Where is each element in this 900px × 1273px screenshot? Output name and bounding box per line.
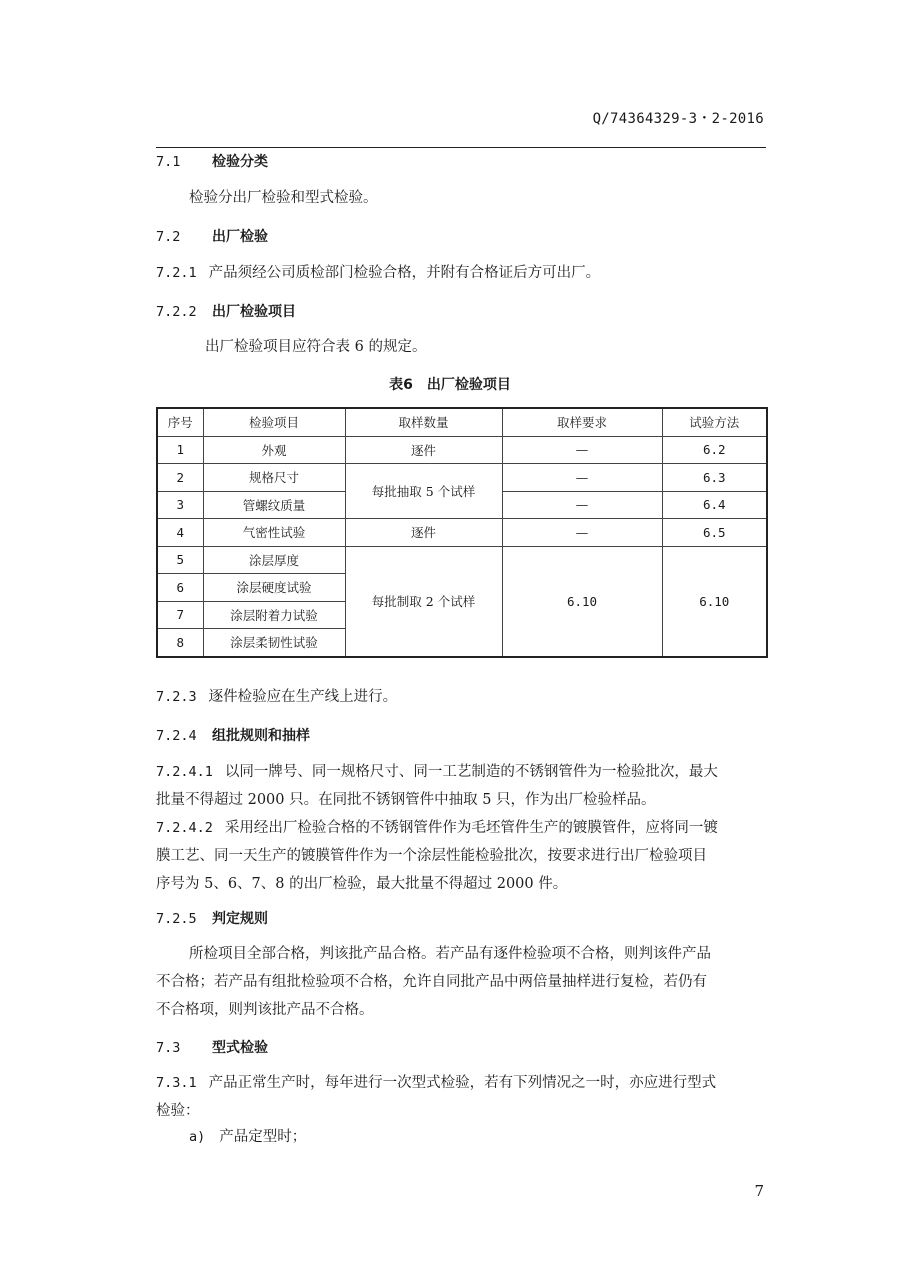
section-7-2-4-2-line-3: 序号为 5、6、7、8 的出厂检验，最大批量不得超过 2000 件。: [156, 876, 568, 892]
section-7-2-5-line-3: 不合格项，则判该批产品不合格。: [156, 1002, 374, 1018]
section-title: 判定规则: [212, 911, 268, 927]
inspection-item: 涂层附着力试验: [203, 601, 345, 629]
section-7-2-2-body: 出厂检验项目应符合表 6 的规定。: [205, 339, 427, 355]
inspection-item: 涂层厚度: [203, 546, 345, 574]
row-number: 5: [157, 546, 203, 574]
test-method: 6.10: [662, 546, 767, 657]
section-7-2-2-heading: [156, 301, 296, 321]
section-7-2-5-line-1: 所检项目全部合格，判该批产品合格。若产品有逐件检验项不合格，则判该件产品: [189, 946, 711, 962]
row-number: 2: [157, 464, 203, 492]
clause-text: 采用经出厂检验合格的不锈钢管件作为毛坯管件生产的镀膜管件，应将同一镀: [224, 820, 718, 836]
inspection-item: 气密性试验: [203, 519, 345, 547]
section-7-3-1-line-1: [156, 1069, 716, 1097]
section-7-2-4-1-line-1: [156, 758, 718, 786]
clause-text: 产品须经公司质检部门检验合格，并附有合格证后方可出厂。: [208, 265, 601, 281]
section-7-2-4-2-line-2: 膜工艺、同一天生产的镀膜管件作为一个涂层性能检验批次，按要求进行出厂检验项目: [156, 848, 707, 864]
list-item-a: [189, 1123, 306, 1151]
table-6: [156, 407, 768, 658]
section-title: 检验分类: [212, 154, 268, 170]
sampling-requirement: —: [502, 436, 662, 464]
clause-text: 以同一牌号、同一规格尺寸、同一工艺制造的不锈钢管件为一检验批次，最大: [224, 764, 718, 780]
inspection-item: 规格尺寸: [203, 464, 345, 492]
sampling-requirement: —: [502, 491, 662, 519]
section-7-2-5-heading: [156, 908, 268, 928]
inspection-item: 涂层硬度试验: [203, 574, 345, 602]
inspection-item: 管螺纹质量: [203, 491, 345, 519]
list-text: 产品定型时；: [219, 1129, 307, 1145]
section-7-2-4-1-line-2: 批量不得超过 2000 只。在同批不锈钢管件中抽取 5 只，作为出厂检验样品。: [156, 792, 656, 808]
test-method: 6.4: [662, 491, 767, 519]
clause-number: 7.2.3: [156, 689, 197, 705]
section-7-2-heading: [156, 226, 268, 246]
row-number: 1: [157, 436, 203, 464]
standard-code: Q/74364329-3・2-2016: [592, 111, 764, 127]
row-number: 7: [157, 601, 203, 629]
section-title: 出厂检验项目: [212, 304, 296, 320]
section-title: 型式检验: [212, 1040, 268, 1056]
sampling-quantity: 逐件: [345, 519, 502, 547]
section-7-3-heading: [156, 1037, 268, 1057]
clause-text: 产品正常生产时，每年进行一次型式检验，若有下列情况之一时，亦应进行型式: [208, 1075, 717, 1091]
table-header-row: [157, 408, 767, 436]
row-number: 6: [157, 574, 203, 602]
section-7-3-1-line-2: 检验：: [156, 1103, 200, 1119]
sampling-quantity: 逐件: [345, 436, 502, 464]
sampling-quantity: 每批制取 2 个试样: [345, 546, 502, 657]
clause-number: 7.3.1: [156, 1075, 197, 1091]
test-method: 6.3: [662, 464, 767, 492]
section-number: 7.2.5: [156, 911, 197, 927]
section-7-1-body: 检验分出厂检验和型式检验。: [189, 190, 378, 206]
sampling-requirement: —: [502, 519, 662, 547]
section-7-2-1: [156, 259, 600, 287]
section-title: 组批规则和抽样: [212, 728, 310, 744]
sampling-quantity: 每批抽取 5 个试样: [345, 464, 502, 519]
section-7-2-3: [156, 683, 397, 711]
section-7-2-4-heading: [156, 725, 310, 745]
column-header: 检验项目: [203, 408, 345, 436]
table-row: [157, 546, 767, 574]
section-7-2-5-line-2: 不合格；若产品有组批检验项不合格，允许自同批产品中两倍量抽样进行复检，若仍有: [156, 974, 707, 990]
table-row: [157, 436, 767, 464]
clause-text: 逐件检验应在生产线上进行。: [208, 689, 398, 705]
sampling-requirement: —: [502, 464, 662, 492]
section-number: 7.2.2: [156, 304, 197, 320]
section-number: 7.1: [156, 154, 181, 170]
sampling-requirement: 6.10: [502, 546, 662, 657]
clause-number: 7.2.1: [156, 265, 197, 281]
test-method: 6.5: [662, 519, 767, 547]
header-rule: [156, 147, 766, 148]
column-header: 试验方法: [662, 408, 767, 436]
clause-number: 7.2.4.1: [156, 764, 213, 780]
section-7-2-4-2-line-1: [156, 814, 718, 842]
section-title: 出厂检验: [212, 229, 268, 245]
section-7-1-heading: [156, 151, 268, 171]
row-number: 3: [157, 491, 203, 519]
inspection-item: 外观: [203, 436, 345, 464]
row-number: 8: [157, 629, 203, 657]
page-number: 7: [754, 1182, 764, 1200]
table-row: [157, 464, 767, 492]
section-number: 7.2: [156, 229, 181, 245]
row-number: 4: [157, 519, 203, 547]
section-number: 7.3: [156, 1040, 181, 1056]
column-header: 序号: [157, 408, 203, 436]
table-caption: 表6 出厂检验项目: [389, 377, 511, 393]
section-number: 7.2.4: [156, 728, 197, 744]
clause-number: 7.2.4.2: [156, 820, 213, 836]
list-marker: a): [189, 1129, 206, 1145]
test-method: 6.2: [662, 436, 767, 464]
column-header: 取样数量: [345, 408, 502, 436]
table-row: [157, 519, 767, 547]
column-header: 取样要求: [502, 408, 662, 436]
inspection-item: 涂层柔韧性试验: [203, 629, 345, 657]
